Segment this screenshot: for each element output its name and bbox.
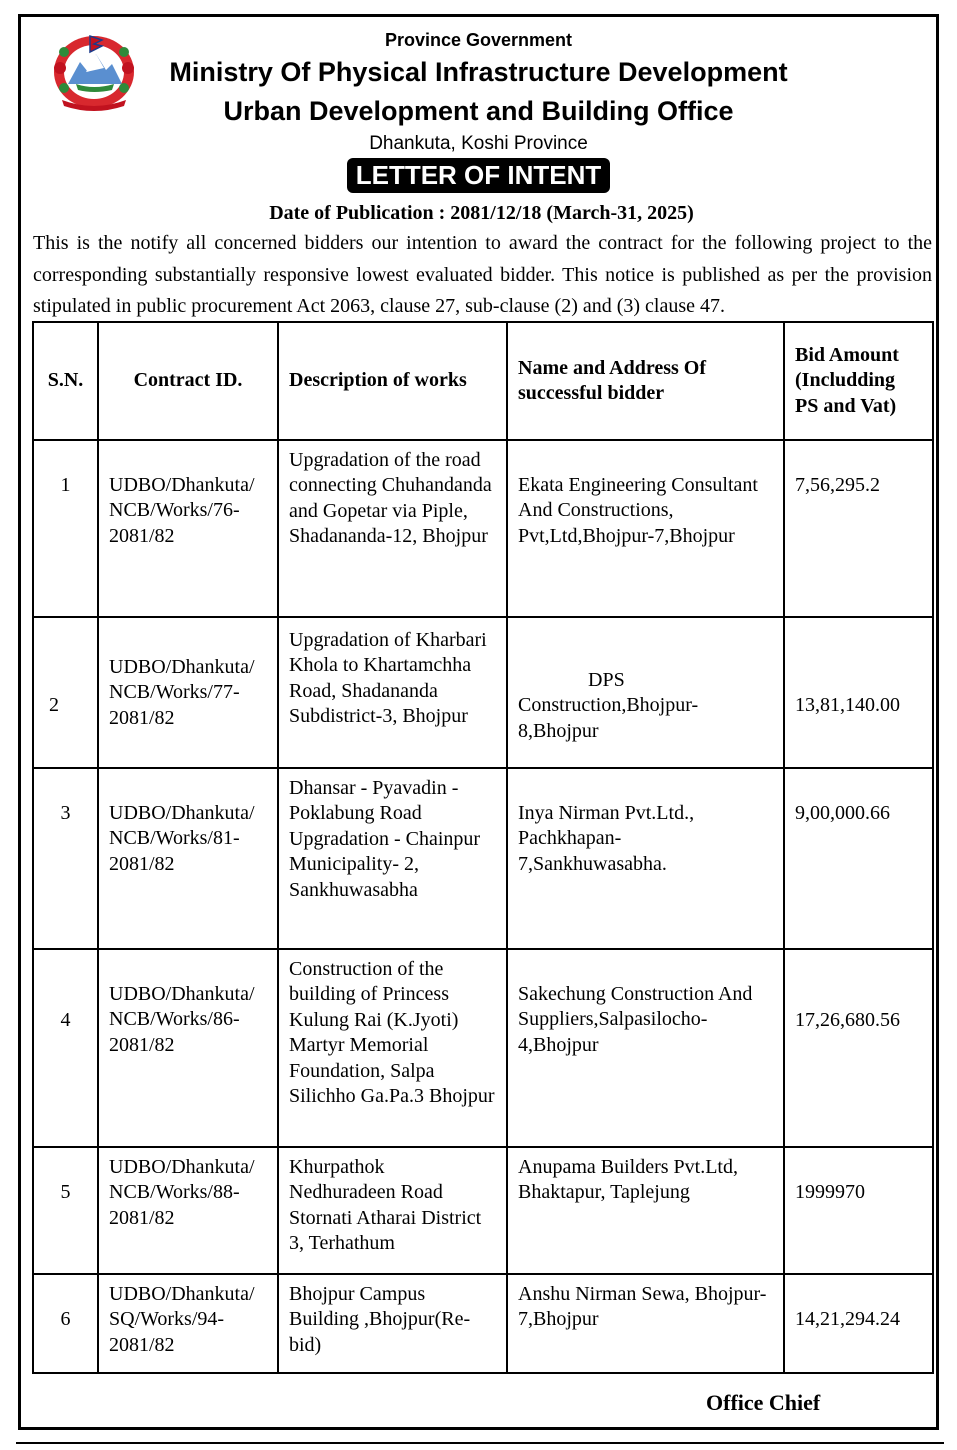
row-description <box>278 440 507 617</box>
row-contract-id-text: UDBO/Dhankuta/ NCB/Works/77- 2081/82 <box>109 656 255 729</box>
row-sn <box>33 768 98 949</box>
publication-date: Date of Publication : 2081/12/18 (March-31, 2025) <box>269 202 694 224</box>
row-sn-text: 5 <box>60 1181 71 1203</box>
row-description-text: Construction of the building of Princess Kulung Rai (K.Jyoti) Martyr Memorial Foundation, Salpa Silichho Ga.Pa.3 Bhojpur <box>289 958 495 1108</box>
bid-award-table <box>32 321 934 1374</box>
row-amount-text: 13,81,140.00 <box>795 694 900 716</box>
row-sn <box>33 1147 98 1274</box>
row-amount-text: 17,26,680.56 <box>795 1009 900 1031</box>
row-contract-id <box>98 617 278 768</box>
row-contract-id <box>98 949 278 1147</box>
row-bidder-text: Anshu Nirman Sewa, Bhojpur- 7,Bhojpur <box>518 1283 767 1331</box>
row-contract-id <box>98 440 278 617</box>
header-contract-id: Contract ID. <box>98 322 278 440</box>
row-sn-text: 3 <box>60 802 71 824</box>
row-amount <box>784 949 933 1147</box>
row-amount-text: 7,56,295.2 <box>795 474 880 496</box>
header-bid-amount: Bid Amount (Includding PS and Vat) <box>784 322 933 440</box>
row-bidder <box>507 768 784 949</box>
row-sn <box>33 949 98 1147</box>
row-contract-id-text: UDBO/Dhankuta/ NCB/Works/86- 2081/82 <box>109 983 255 1056</box>
row-bidder-text: Anupama Builders Pvt.Ltd, Bhaktapur, Taplejung <box>518 1156 738 1204</box>
row-sn-text: 1 <box>60 474 71 496</box>
row-amount-text: 1999970 <box>795 1181 865 1203</box>
letter-of-intent-badge-wrap <box>0 158 957 193</box>
header-description: Description of works <box>278 322 507 440</box>
row-description <box>278 617 507 768</box>
row-amount <box>784 1147 933 1274</box>
province-government-heading: Province Government <box>384 30 573 50</box>
office-heading: Urban Development and Building Office <box>223 96 734 126</box>
row-bidder <box>507 1147 784 1274</box>
row-contract-id <box>98 768 278 949</box>
row-bidder-text: DPS Construction,Bhojpur- 8,Bhojpur <box>518 669 699 742</box>
row-contract-id-text: UDBO/Dhankuta/ NCB/Works/88- 2081/82 <box>109 1156 255 1229</box>
row-amount <box>784 1274 933 1373</box>
row-description <box>278 1274 507 1373</box>
row-contract-id <box>98 1147 278 1274</box>
row-bidder-text: Sakechung Construction And Suppliers,Salpasilocho- 4,Bhojpur <box>518 983 753 1056</box>
table-header-row <box>33 322 933 440</box>
row-sn <box>33 440 98 617</box>
row-description-text: Upgradation of the road connecting Chuhandanda and Gopetar via Piple, Shadananda-12, Bhojpur <box>289 449 492 548</box>
office-location: Dhankuta, Koshi Province <box>369 133 588 154</box>
row-description <box>278 949 507 1147</box>
row-sn-text: 6 <box>60 1308 71 1330</box>
row-contract-id-text: UDBO/Dhankuta/ NCB/Works/81- 2081/82 <box>109 802 255 875</box>
row-description-text: Upgradation of Kharbari Khola to Khartamchha Road, Shadananda Subdistrict-3, Bhojpur <box>289 629 487 728</box>
header-sn: S.N. <box>33 322 98 440</box>
letter-of-intent-badge: LETTER OF INTENT <box>347 158 611 193</box>
row-bidder-text: Ekata Engineering Consultant And Constructions, Pvt,Ltd,Bhojpur-7,Bhojpur <box>518 474 758 547</box>
row-description-text: Bhojpur Campus Building ,Bhojpur(Re-bid) <box>289 1283 471 1356</box>
table-row <box>33 1274 933 1373</box>
row-description <box>278 768 507 949</box>
row-bidder <box>507 440 784 617</box>
row-amount <box>784 440 933 617</box>
row-sn-text: 2 <box>49 694 59 716</box>
row-contract-id-text: UDBO/Dhankuta/ SQ/Works/94- 2081/82 <box>109 1283 255 1356</box>
row-amount <box>784 617 933 768</box>
row-description-text: Khurpathok Nedhuradeen Road Stornati Atharai District 3, Terhathum <box>289 1156 482 1255</box>
table-row <box>33 949 933 1147</box>
row-bidder-text: Inya Nirman Pvt.Ltd., Pachkhapan- 7,Sankhuwasabha. <box>518 802 695 875</box>
table-row <box>33 768 933 949</box>
row-amount-text: 9,00,000.66 <box>795 802 890 824</box>
row-bidder <box>507 617 784 768</box>
table-row <box>33 440 933 617</box>
row-sn <box>33 617 98 768</box>
row-contract-id <box>98 1274 278 1373</box>
row-amount <box>784 768 933 949</box>
ministry-heading: Ministry Of Physical Infrastructure Development <box>169 57 788 87</box>
row-amount-text: 14,21,294.24 <box>795 1308 900 1330</box>
intro-paragraph: This is the notify all concerned bidders our intention to award the contract for the following project to the corresponding substantially responsive lowest evaluated bidder. This notice is published as per the provision stipulated in public procurement Act 2063, clause 27, sub-clause (2) and (3) clause 47. <box>33 232 932 317</box>
row-sn <box>33 1274 98 1373</box>
row-bidder <box>507 1274 784 1373</box>
row-bidder <box>507 949 784 1147</box>
row-sn-text: 4 <box>60 1009 71 1031</box>
table-row <box>33 617 933 768</box>
header-bidder: Name and Address Of successful bidder <box>507 322 784 440</box>
table-row <box>33 1147 933 1274</box>
office-chief-signature: Office Chief <box>706 1390 821 1415</box>
row-contract-id-text: UDBO/Dhankuta/ NCB/Works/76- 2081/82 <box>109 474 255 547</box>
row-description-text: Dhansar - Pyavadin - Poklabung Road Upgradation - Chainpur Municipality- 2, Sankhuwasabha <box>289 777 481 901</box>
row-description <box>278 1147 507 1274</box>
bottom-divider <box>16 1442 944 1444</box>
